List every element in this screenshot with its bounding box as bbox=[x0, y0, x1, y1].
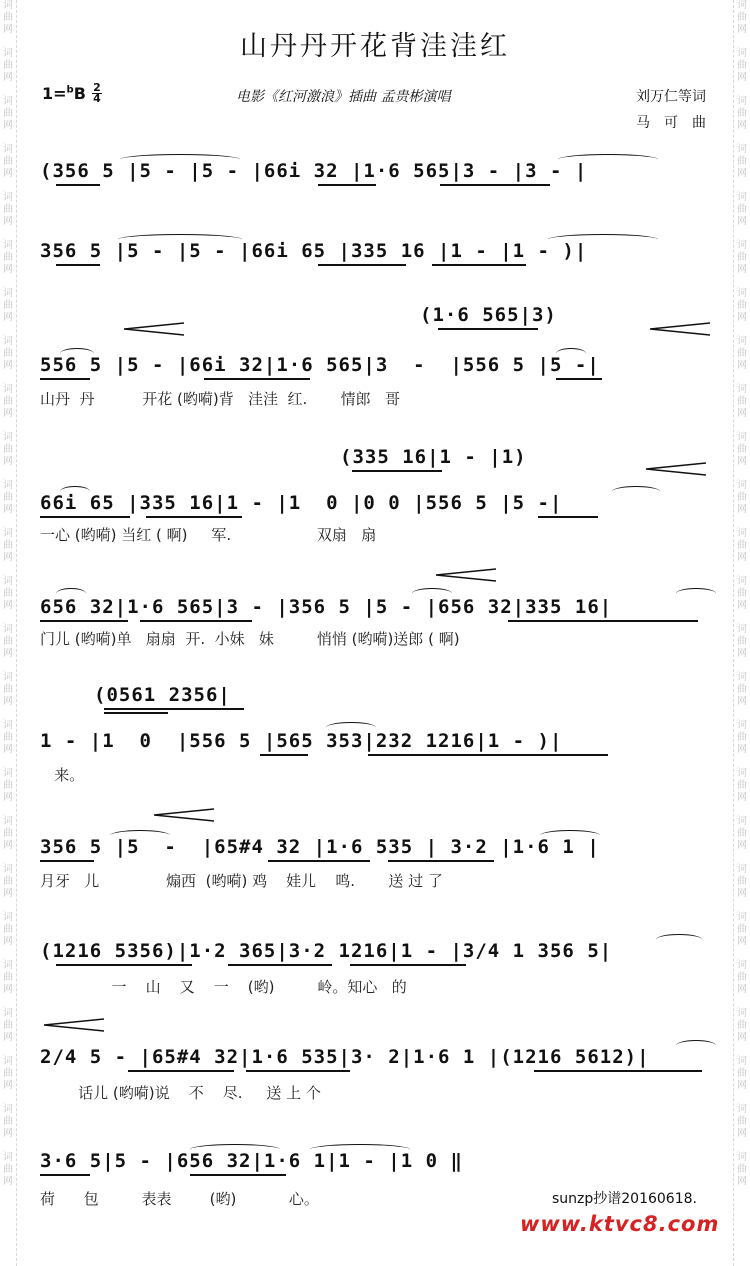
beam bbox=[56, 184, 100, 186]
beam bbox=[56, 264, 100, 266]
slur bbox=[190, 1144, 280, 1155]
crescendo-mark bbox=[154, 808, 214, 822]
lyric-line: 荷 包 表表 (哟) 心。 bbox=[40, 1190, 319, 1208]
beam bbox=[438, 328, 538, 330]
notation-line: (1216 5356)|1·2 365|3·2 1216|1 - |3/4 1 356 5| bbox=[40, 940, 613, 962]
key-prefix: 1= bbox=[42, 84, 67, 103]
lyricist-credit: 刘万仁等词 bbox=[636, 89, 706, 105]
beam bbox=[538, 516, 598, 518]
beam bbox=[146, 516, 242, 518]
beam bbox=[556, 378, 602, 380]
flat-sign: b bbox=[66, 84, 74, 96]
composer-credit: 马可曲 bbox=[636, 115, 720, 131]
crescendo-mark bbox=[650, 322, 710, 336]
slur bbox=[120, 154, 240, 165]
slur bbox=[110, 830, 170, 841]
slur bbox=[676, 1040, 716, 1051]
lyric-line: 话儿 (哟嗬)说 不 尽. 送 上 个 bbox=[40, 1084, 321, 1102]
lyric-line: 月牙 儿 煽西 (哟嗬) 鸡 娃儿 鸣. 送 过 了 bbox=[40, 872, 443, 890]
slur bbox=[412, 588, 452, 599]
beam bbox=[318, 264, 406, 266]
time-bottom: 4 bbox=[93, 92, 101, 105]
beam bbox=[534, 1070, 702, 1072]
notation-line: (356 5 |5 - |5 - |66i 32 |1·6 565|3 - |3 - | bbox=[40, 160, 588, 182]
slur bbox=[556, 348, 586, 359]
beam bbox=[140, 620, 252, 622]
beam bbox=[40, 620, 128, 622]
interlude-line: (0561 2356| bbox=[94, 684, 231, 706]
beam bbox=[204, 378, 310, 380]
beam bbox=[268, 860, 370, 862]
beam bbox=[432, 264, 526, 266]
song-title: 山丹丹开花背洼洼红 bbox=[240, 31, 510, 62]
notation-line: 556 5 |5 - |66i 32|1·6 565|3 - |556 5 |5 -| bbox=[40, 354, 600, 376]
slur bbox=[56, 588, 86, 599]
beam bbox=[440, 184, 550, 186]
slur bbox=[558, 154, 658, 165]
beam bbox=[190, 1174, 286, 1176]
crescendo-mark bbox=[436, 568, 496, 582]
beam bbox=[352, 470, 442, 472]
beam bbox=[246, 1070, 350, 1072]
key-note: B bbox=[73, 84, 86, 103]
time-signature bbox=[92, 83, 102, 104]
slur bbox=[326, 722, 376, 733]
key-signature bbox=[42, 84, 86, 103]
beam bbox=[40, 1174, 90, 1176]
slur bbox=[676, 588, 716, 599]
notation-line: 356 5 |5 - |5 - |66i 65 |335 16 |1 - |1 - )| bbox=[40, 240, 588, 262]
beam bbox=[368, 754, 608, 756]
beam bbox=[508, 620, 698, 622]
beam bbox=[350, 964, 466, 966]
interlude-line: (1·6 565|3) bbox=[420, 304, 557, 326]
notation-line: 66i 65 |335 16|1 - |1 0 |0 0 |556 5 |5 -| bbox=[40, 492, 563, 514]
beam bbox=[40, 860, 94, 862]
time-top: 2 bbox=[93, 81, 101, 94]
song-source: 电影《红河激浪》插曲 孟贵彬演唱 bbox=[236, 89, 451, 105]
beam bbox=[128, 1070, 234, 1072]
transcriber-credit: sunzp抄谱20160618. bbox=[552, 1191, 697, 1207]
slur bbox=[548, 234, 658, 245]
lyric-line: 门儿 (哟嗬)单 扇扇 开. 小妹 妹 悄悄 (哟嗬)送郎 ( 啊) bbox=[40, 630, 460, 648]
notation-line: 3·6 5|5 - |656 32|1·6 1|1 - |1 0 ‖ bbox=[40, 1150, 463, 1172]
beam bbox=[260, 754, 308, 756]
crescendo-mark bbox=[124, 322, 184, 336]
crescendo-mark bbox=[646, 462, 706, 476]
notation-line: 1 - |1 0 |556 5 |565 353|232 1216|1 - )| bbox=[40, 730, 563, 752]
slur bbox=[310, 1144, 410, 1155]
beam bbox=[40, 516, 130, 518]
watermark-left: 词 曲 网 词 曲 网 词 曲 网 词 曲 网 词 曲 网 词 曲 网 词 曲 网 词 曲 网 词 曲 网 词 曲 网 词 曲 网 词 曲 网 词 曲 网 词 曲 网 词 曲 网 词 曲 网 词 曲 网 词 曲 网 词 曲 网 词 曲 网 词 曲 网 词 曲 网 词 曲 网 词 曲 网 词 曲 网 bbox=[0, 0, 17, 1266]
interlude-line: (335 16|1 - |1) bbox=[340, 446, 527, 468]
slur bbox=[60, 486, 90, 497]
beam bbox=[228, 964, 332, 966]
crescendo-mark bbox=[44, 1018, 104, 1032]
lyric-line: 一心 (哟嗬) 当红 ( 啊) 军. 双扇 扇 bbox=[40, 526, 377, 544]
beam bbox=[40, 378, 90, 380]
slur bbox=[540, 830, 600, 841]
notation-line: 656 32|1·6 565|3 - |356 5 |5 - |656 32|335 16| bbox=[40, 596, 613, 618]
slur bbox=[60, 348, 94, 359]
watermark-right: 词 曲 网 词 曲 网 词 曲 网 词 曲 网 词 曲 网 词 曲 网 词 曲 网 词 曲 网 词 曲 网 词 曲 网 词 曲 网 词 曲 网 词 曲 网 词 曲 网 词 曲 网 词 曲 网 词 曲 网 词 曲 网 词 曲 网 词 曲 网 词 曲 网 词 曲 网 词 曲 网 词 曲 网 词 曲 网 bbox=[733, 0, 750, 1266]
slur bbox=[656, 934, 702, 945]
beam bbox=[104, 712, 168, 714]
beam bbox=[388, 860, 494, 862]
lyric-line: 一 山 又 一 (哟) 岭。知心 的 bbox=[40, 978, 407, 996]
slur bbox=[118, 234, 242, 245]
beam bbox=[318, 184, 376, 186]
beam bbox=[56, 964, 192, 966]
lyric-line: 来。 bbox=[40, 766, 85, 784]
lyric-line: 山丹 丹 开花 (哟嗬)背 洼洼 红. 情郎 哥 bbox=[40, 390, 400, 408]
notation-line: 2/4 5 - |65#4 32|1·6 535|3· 2|1·6 1 |(1216 5612)| bbox=[40, 1046, 650, 1068]
slur bbox=[612, 486, 660, 497]
site-logo: www.ktvc8.com bbox=[520, 1212, 720, 1236]
notation-line: 356 5 |5 - |65#4 32 |1·6 535 | 3·2 |1·6 1 | bbox=[40, 836, 600, 858]
beam bbox=[104, 708, 244, 710]
